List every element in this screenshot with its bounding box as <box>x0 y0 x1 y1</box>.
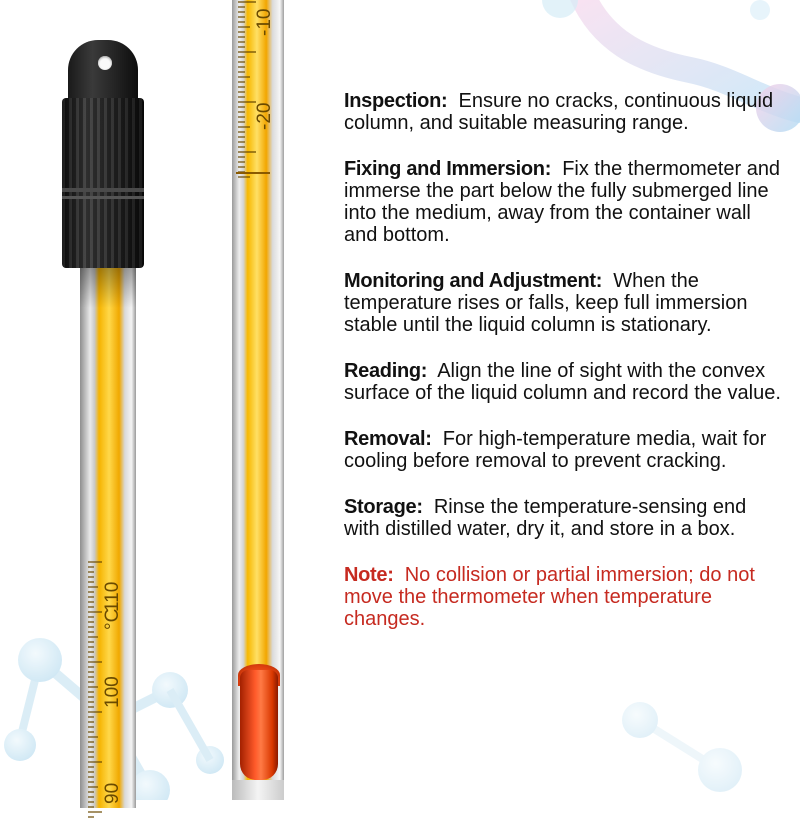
left-thermometer <box>60 40 150 804</box>
scale-label-celsius: °C <box>102 608 123 630</box>
scale-label-110: 110 <box>102 581 123 612</box>
instruction-label: Storage: <box>344 496 423 518</box>
instruction-label: Inspection: <box>344 90 448 112</box>
scale-label-100: 100 <box>102 676 123 708</box>
instruction-text: For high-temperature media, wait for cooling before removal to prevent cracking. <box>344 428 767 472</box>
note-label: Note: <box>344 564 394 586</box>
instruction-label: Fixing and Immersion: <box>344 158 552 180</box>
scale-ticks <box>88 560 102 820</box>
molecule-decoration-icon <box>622 702 742 792</box>
instruction-monitoring-adjustment <box>344 270 784 336</box>
instruction-text: Ensure no cracks, continuous liquid column, and suitable measuring range. <box>344 90 774 134</box>
instruction-text: Rinse the temperature-sensing end with distilled water, dry it, and store in a box. <box>344 496 747 540</box>
note-text: No collision or partial immersion; do not move the thermometer when temperature changes. <box>344 564 755 630</box>
scale-label-minus-10: -10 <box>254 8 275 36</box>
thermometer-cap-icon <box>68 40 138 106</box>
note-warning <box>344 564 784 630</box>
instruction-reading <box>344 360 784 404</box>
scale-label-90: 90 <box>102 782 123 804</box>
instruction-text: When the temperature rises or falls, keep full immersion stable until the liquid column is stationary. <box>344 270 748 336</box>
instruction-label: Removal: <box>344 428 432 450</box>
instruction-removal <box>344 428 784 472</box>
instruction-fixing-immersion <box>344 158 784 246</box>
instructions-panel <box>344 90 784 654</box>
center-thermometer <box>232 0 284 800</box>
instruction-inspection <box>344 90 784 134</box>
instruction-text: Fix the thermometer and immerse the part below the fully submerged line into the medium, away from the container wall and bottom. <box>344 158 781 246</box>
thermometer-cap-body <box>62 98 144 268</box>
immersion-line <box>236 172 270 174</box>
thermometer-bulb <box>240 670 278 780</box>
scale-label-minus-20: -20 <box>254 102 275 130</box>
instruction-label: Monitoring and Adjustment: <box>344 270 603 292</box>
cap-hanging-hole <box>98 56 112 70</box>
instruction-label: Reading: <box>344 360 428 382</box>
instruction-text: Align the line of sight with the convex surface of the liquid column and record the value. <box>344 360 781 404</box>
instruction-storage <box>344 496 784 540</box>
